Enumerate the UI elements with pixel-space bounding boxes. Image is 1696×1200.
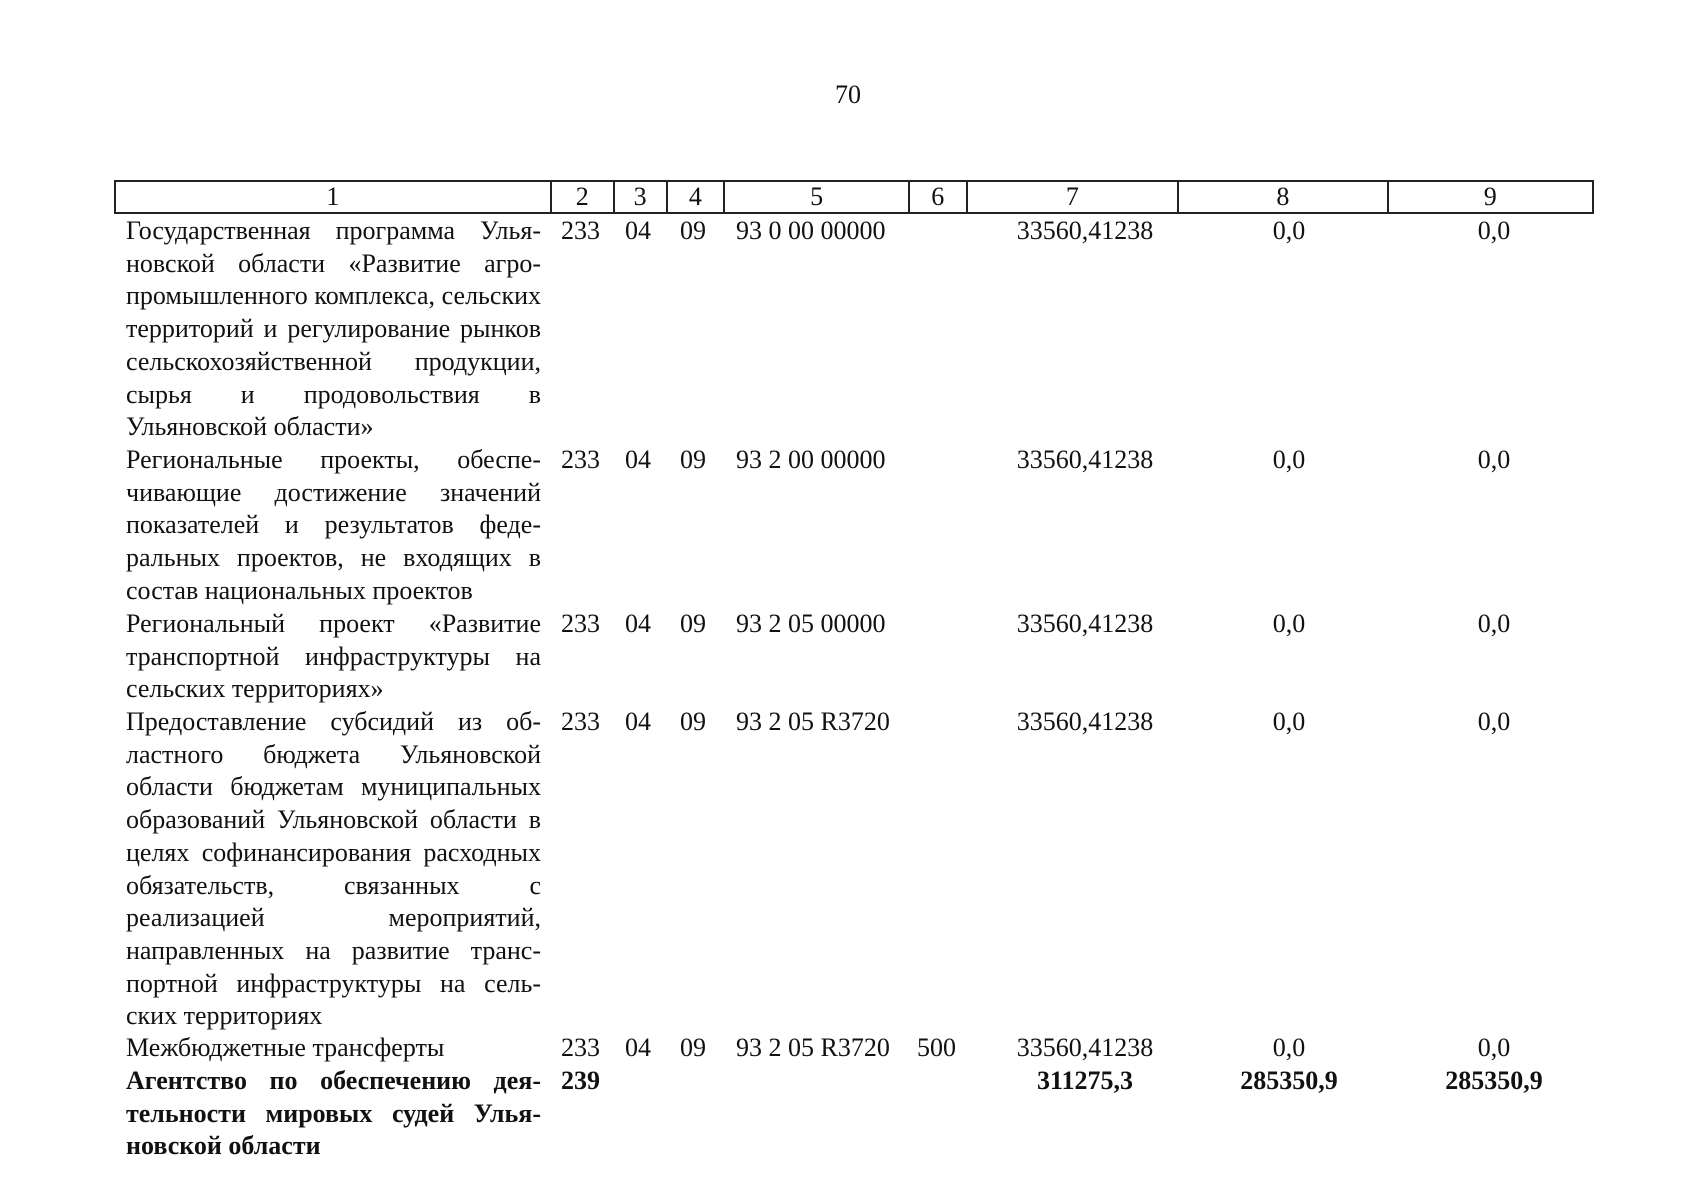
row-name: Региональный проект «Развитие транспортной инфраструктуры на сельских территориях» bbox=[126, 609, 541, 704]
row-col-7: 33560,41238 bbox=[1016, 609, 1154, 638]
row-col-2: 233 bbox=[561, 216, 600, 245]
row-col-4: 09 bbox=[680, 445, 706, 474]
row-col-3: 04 bbox=[625, 216, 651, 245]
header-col-8: 8 bbox=[1179, 182, 1388, 212]
row-col-2: 233 bbox=[561, 445, 600, 474]
row-col-8: 0,0 bbox=[1272, 609, 1306, 638]
row-name: Предоставление субсидий из областного бюджета Ульяновской области бюджетам муниципальных образований Ульяновской области в целях софинансирования расходных обязательств, связанных с реализацией мероприятий, направленных на развитие транспортной инфраструктуры на сельских территориях bbox=[126, 707, 541, 1031]
row-col-9: 0,0 bbox=[1477, 609, 1511, 638]
row-col-8: 0,0 bbox=[1272, 707, 1306, 736]
header-col-5: 5 bbox=[725, 182, 910, 212]
row-col-7: 33560,41238 bbox=[1016, 1033, 1154, 1062]
header-col-6: 6 bbox=[910, 182, 968, 212]
page-number: 70 bbox=[835, 80, 861, 109]
row-name: Государственная программа Ульяновской области «Развитие агропромышленного комплекса, сельских территорий и регулирование рынков сельскохозяйственной продукции, сырья и продовольствия в Ульяновской области» bbox=[126, 216, 541, 442]
header-col-1: 1 bbox=[116, 182, 552, 212]
row-col-7: 33560,41238 bbox=[1016, 216, 1154, 245]
row-col-2: 233 bbox=[561, 707, 600, 736]
row-name: Региональные проекты, обеспечивающие достижение значений показателей и результатов федеральных проектов, не входящих в состав национальных проектов bbox=[126, 445, 541, 605]
row-col-3: 04 bbox=[625, 707, 651, 736]
row-col-2: 239 bbox=[561, 1066, 600, 1095]
row-col-8: 0,0 bbox=[1272, 216, 1306, 245]
row-col-7: 33560,41238 bbox=[1016, 445, 1154, 474]
header-col-3: 3 bbox=[615, 182, 668, 212]
row-col-2: 233 bbox=[561, 1033, 600, 1062]
header-col-9: 9 bbox=[1483, 182, 1497, 211]
row-col-5: 93 0 00 00000 bbox=[736, 216, 886, 245]
row-col-3: 04 bbox=[625, 445, 651, 474]
row-col-9: 0,0 bbox=[1477, 216, 1511, 245]
row-col-8: 0,0 bbox=[1272, 1033, 1306, 1062]
row-col-4: 09 bbox=[680, 707, 706, 736]
row-col-5: 93 2 05 00000 bbox=[736, 609, 886, 638]
header-col-4: 4 bbox=[668, 182, 726, 212]
row-col-9: 0,0 bbox=[1477, 445, 1511, 474]
row-col-9: 0,0 bbox=[1477, 707, 1511, 736]
header-col-2: 2 bbox=[552, 182, 615, 212]
row-col-8: 0,0 bbox=[1272, 445, 1306, 474]
row-name: Агентство по обеспечению деятельности мировых судей Ульяновской области bbox=[126, 1066, 541, 1161]
table-header-row bbox=[114, 180, 1594, 214]
row-col-9: 285350,9 bbox=[1445, 1066, 1543, 1095]
row-name: Межбюджетные трансферты bbox=[126, 1033, 445, 1062]
row-col-5: 93 2 00 00000 bbox=[736, 445, 886, 474]
row-col-5: 93 2 05 R3720 bbox=[736, 1033, 890, 1062]
row-col-3: 04 bbox=[625, 1033, 651, 1062]
row-col-5: 93 2 05 R3720 bbox=[736, 707, 890, 736]
row-col-7: 33560,41238 bbox=[1016, 707, 1154, 736]
row-col-8: 285350,9 bbox=[1240, 1066, 1338, 1095]
row-col-4: 09 bbox=[680, 1033, 706, 1062]
row-col-9: 0,0 bbox=[1477, 1033, 1511, 1062]
row-col-3: 04 bbox=[625, 609, 651, 638]
header-col-7: 7 bbox=[968, 182, 1179, 212]
row-col-6: 500 bbox=[917, 1033, 956, 1062]
row-col-4: 09 bbox=[680, 216, 706, 245]
row-col-4: 09 bbox=[680, 609, 706, 638]
row-col-2: 233 bbox=[561, 609, 600, 638]
row-col-7: 311275,3 bbox=[1036, 1066, 1134, 1095]
